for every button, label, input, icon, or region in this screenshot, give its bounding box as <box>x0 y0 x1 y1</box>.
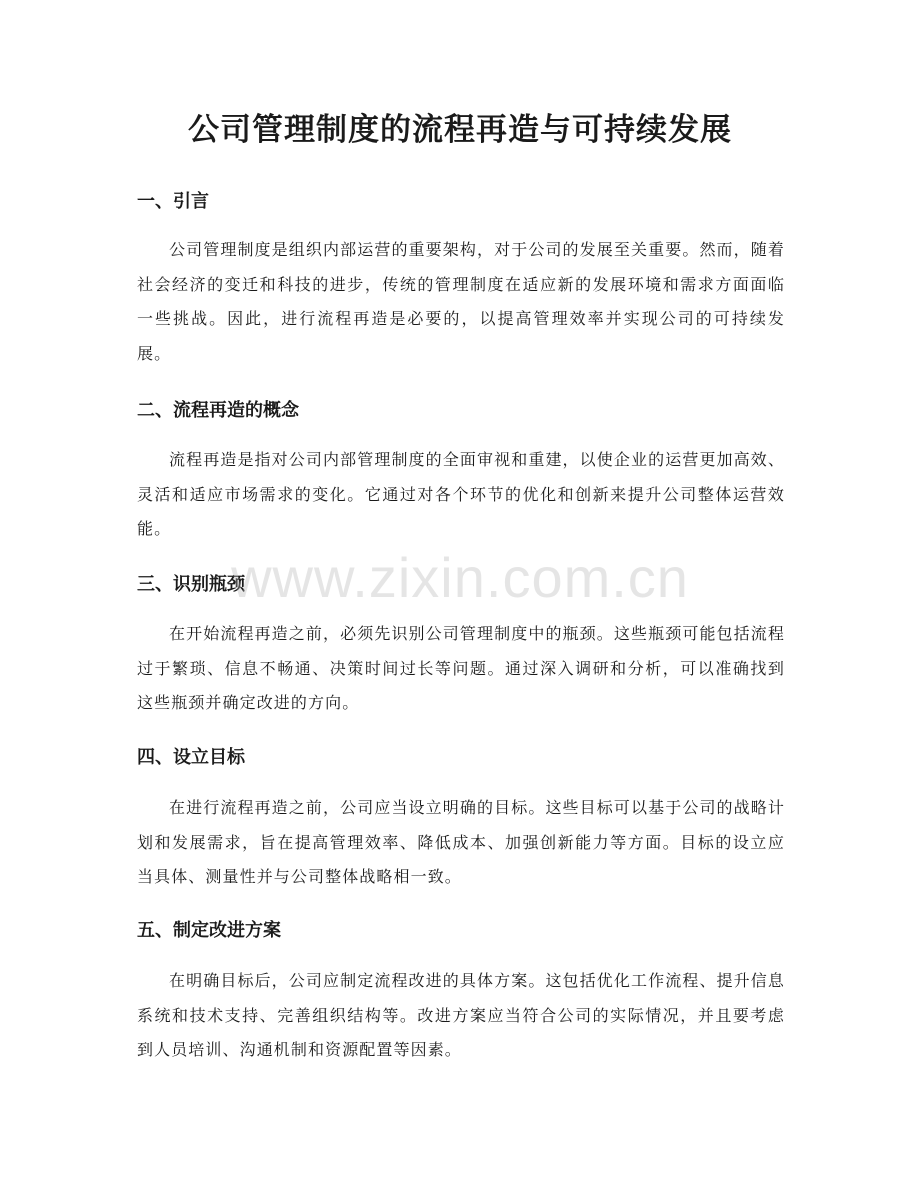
section-paragraph-2: 流程再造是指对公司内部管理制度的全面审视和重建，以使企业的运营更加高效、灵活和适应市场需求的变化。它通过对各个环节的优化和创新来提升公司整体运营效能。 <box>137 450 785 538</box>
section-heading-3: 三、识别瓶颈 <box>137 574 245 595</box>
section-paragraph-4: 在进行流程再造之前，公司应当设立明确的目标。这些目标可以基于公司的战略计划和发展需求，旨在提高管理效率、降低成本、加强创新能力等方面。目标的设立应当具体、测量性并与公司整体战略相一致。 <box>137 798 785 886</box>
section-heading-1: 一、引言 <box>137 191 209 212</box>
section-paragraph-5: 在明确目标后，公司应制定流程改进的具体方案。这包括优化工作流程、提升信息系统和技术支持、完善组织结构等。改进方案应当符合公司的实际情况，并且要考虑到人员培训、沟通机制和资源配置等因素。 <box>137 971 785 1059</box>
document-title: 公司管理制度的流程再造与可持续发展 <box>188 112 732 148</box>
section-paragraph-3: 在开始流程再造之前，必须先识别公司管理制度中的瓶颈。这些瓶颈可能包括流程过于繁琐、信息不畅通、决策时间过长等问题。通过深入调研和分析，可以准确找到这些瓶颈并确定改进的方向。 <box>137 624 785 712</box>
section-paragraph-1: 公司管理制度是组织内部运营的重要架构，对于公司的发展至关重要。然而，随着社会经济的变迁和科技的进步，传统的管理制度在适应新的发展环境和需求方面面临一些挑战。因此，进行流程再造是必要的，以提高管理效率并实现公司的可持续发展。 <box>137 240 785 363</box>
watermark-text: www.zixin.com.cn <box>231 546 689 609</box>
section-heading-5: 五、制定改进方案 <box>137 920 281 941</box>
section-heading-2: 二、流程再造的概念 <box>137 400 299 421</box>
section-heading-4: 四、设立目标 <box>137 747 245 768</box>
